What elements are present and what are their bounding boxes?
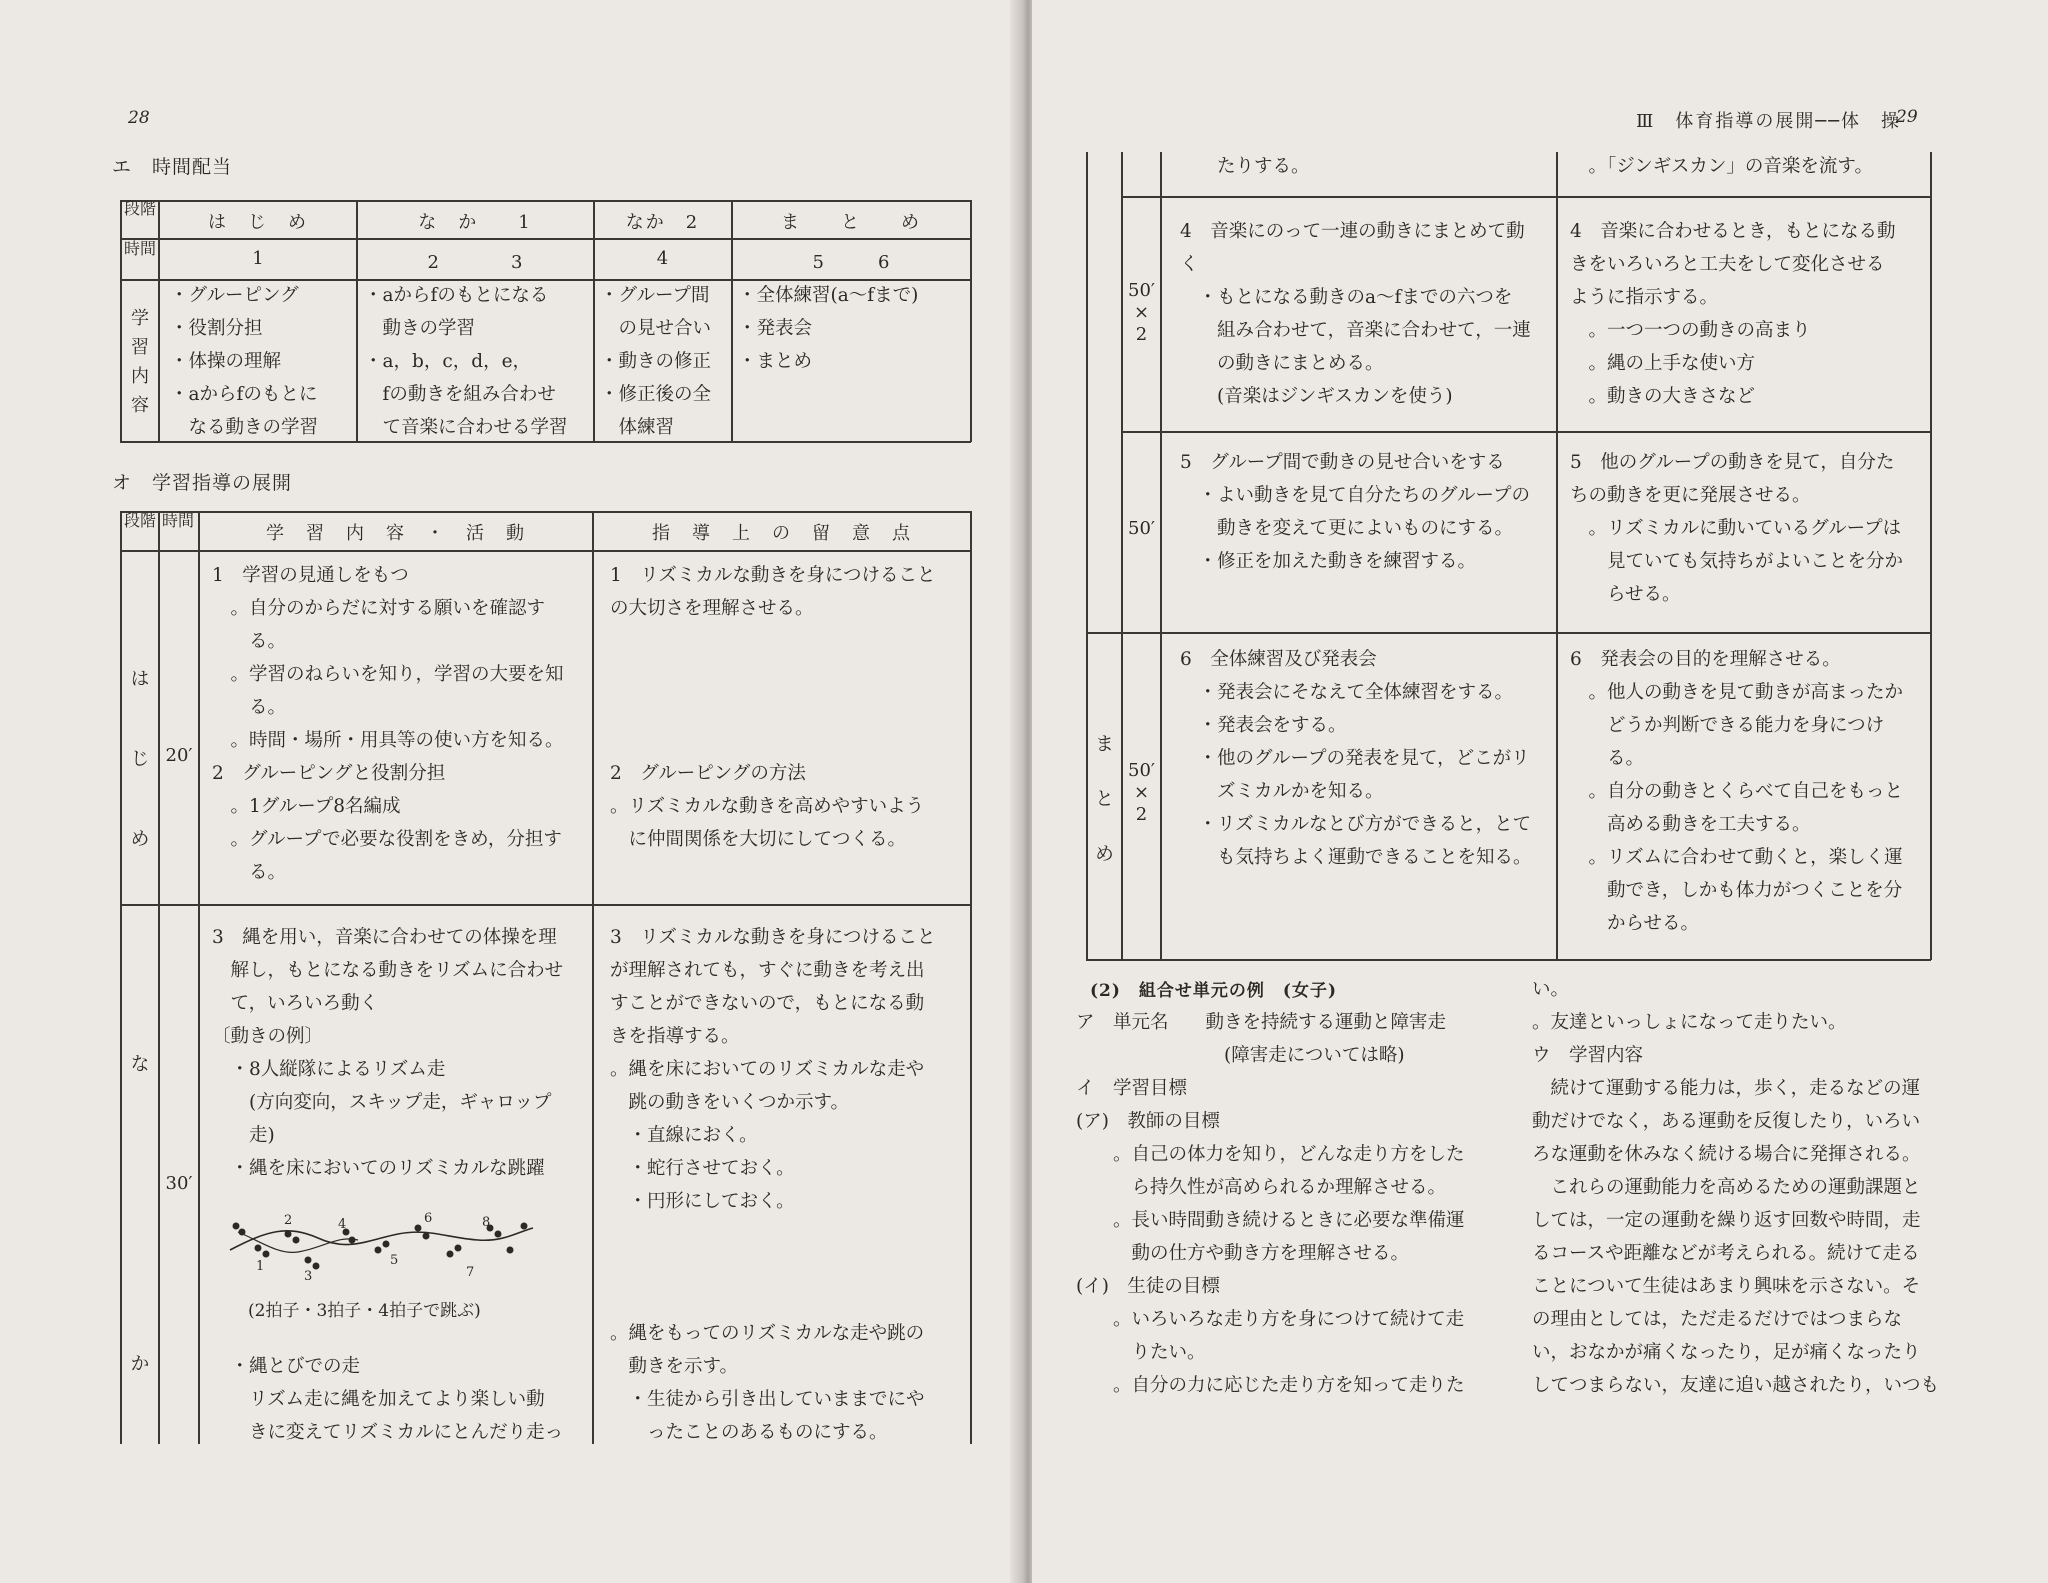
section-e-title: エ 時間配当 <box>112 156 233 178</box>
notes-naka-2: 。縄をもってのリズミカルな走や跳の 動きを示す。 ・生徒から引き出していままでにや ったことのあるものにする。 <box>610 1323 925 1443</box>
notes-hajime-1: 1 リズミカルな動きを身につけること の大切さを理解させる。 <box>610 565 936 619</box>
header-activities: 学 習 内 容 ・ 活 動 <box>266 523 526 544</box>
row-label-content: 学習内容 <box>131 308 149 416</box>
figure-label-6: 6 <box>424 1211 433 1226</box>
figure-label-4: 4 <box>338 1217 347 1232</box>
figure-label-8: 8 <box>482 1215 491 1230</box>
stage-matome: ま と め <box>781 212 921 233</box>
activities-hajime: 1 学習の見通しをもつ 。自分のからだに対する願いを確認す る。 。学習のねらいを知り，学習の大要を知 る。 。時間・場所・用具等の使い方を知る。 2 グルーピングと役割分担 。1グループ8名編成 。グループで必要な役割をきめ，分担す る。 <box>212 565 564 883</box>
stage-label-hajime: は じ め <box>130 669 150 850</box>
time-5-6: 5 6 <box>812 252 890 273</box>
time-row-6: 50′ × 2 <box>1128 760 1155 825</box>
notes-continued: 。「ジンギスカン」の音楽を流す。 <box>1570 156 1873 177</box>
figure-label-1: 1 <box>256 1259 265 1274</box>
body-column-2: い。 。友達といっしょになって走りたい。 ウ 学習内容 続けて運動する能力は，歩く，走るなどの運 動だけでなく，ある運動を反復したり，いろい ろな運動を休みなく続ける場合に発揮される。 これらの運動能力を高めるための運動課題と しては，一定の運動を繰り返す回数や時間，走 るコースや距離などが考えられる。続けて走る ことについて生徒はあまり興味を示さない。そ の理由としては，ただ走るだけではつまらな い，おなかが痛くなったり，足が痛くなったり してつまらない，友達に追い越されたり，いつも <box>1532 979 1940 1396</box>
running-header: Ⅲ 体育指導の展開──体 操 <box>1636 111 1902 132</box>
activities-continued: たりする。 <box>1180 156 1310 177</box>
figure-caption: (2拍子・3拍子・4拍子で跳ぶ) <box>248 1301 481 1321</box>
activities-row-5: 5 グループ間で動きの見せ合いをする ・よい動きを見て自分たちのグループの 動きを変えて更によいものにする。 ・修正を加えた動きを練習する。 <box>1180 452 1531 572</box>
time-2-3: 2 3 <box>427 252 523 273</box>
time-4: 4 <box>656 248 669 269</box>
figure-label-5: 5 <box>390 1253 399 1268</box>
page-number-right: 29 <box>1896 107 1918 127</box>
rhythm-jump-figure <box>228 1210 538 1284</box>
time-row-5: 50′ <box>1128 518 1155 539</box>
figure-label-7: 7 <box>466 1265 475 1280</box>
body-column-1: ア 単元名 動きを持続する運動と障害走 (障害走については略) イ 学習目標 (ア) 教師の目標 。自己の体力を知り，どんな走り方をした ら持久性が高められるか理解させる。 。長い時間動き続けるときに必要な準備運 動の仕方や動き方を理解させる。 (イ) 生徒の目標 。いろいろな走り方を身につけて続けて走 りたい。 。自分の力に応じた走り方を知って走りた <box>1076 1012 1465 1396</box>
time-hajime: 20′ <box>165 745 193 766</box>
content-col-4: ・全体練習(a～fまで) ・発表会 ・まとめ <box>738 285 919 372</box>
stage-naka-2: なか 2 <box>625 212 700 233</box>
stage-naka-1: な か 1 <box>418 212 532 233</box>
header-time: 時間 <box>161 511 194 530</box>
activities-naka-2: ・縄とびでの走 リズム走に縄を加えてより楽しい動 きに変えてリズミカルにとんだり走っ <box>212 1356 564 1443</box>
page-number-left: 28 <box>128 108 150 128</box>
section-o-title: オ 学習指導の展開 <box>112 472 293 494</box>
content-col-3: ・グループ間 の見せ合い ・動きの修正 ・修正後の全 体練習 <box>600 285 712 438</box>
notes-row-6: 6 発表会の目的を理解させる。 。他人の動きを見て動きが高まったか どうか判断できる能力を身につけ る。 。自分の動きとくらべて自己をもっと 高める動きを工夫する。 。リズムに合わせて動くと，楽しく運 動でき，しかも体力がつくことを分 からせる。 <box>1570 649 1904 934</box>
stage-label-matome: ま と め <box>1095 734 1114 865</box>
notes-row-4: 4 音楽に合わせるとき，もとになる動 きをいろいろと工夫をして変化させる ように指示する。 。一つ一つの動きの高まり 。縄の上手な使い方 。動きの大きさなど <box>1570 221 1896 407</box>
time-1: 1 <box>252 248 264 269</box>
row-label-time: 時間 <box>124 239 157 258</box>
notes-naka-1: 3 リズミカルな動きを身につけること が理解されても，すぐに動きを考え出 すことができないので，もとになる動 きを指導する。 。縄を床においてのリズミカルな走や 跳の動きをいくつか示す。 ・直線におく。 ・蛇行させておく。 ・円形にしておく。 <box>610 927 936 1212</box>
notes-hajime-2: 2 グルーピングの方法 。リズミカルな動きを高めやすいよう に仲間関係を大切にしてつくる。 <box>610 763 925 850</box>
left-page <box>0 0 1022 1583</box>
time-naka: 30′ <box>165 1173 193 1194</box>
subsection-title: (2) 組合せ単元の例 (女子) <box>1090 981 1338 1001</box>
figure-label-2: 2 <box>284 1213 293 1228</box>
notes-row-5: 5 他のグループの動きを見て，自分た ちの動きを更に発展させる。 。リズミカルに動いているグループは 見ていても気持ちがよいことを分か らせる。 <box>1570 452 1904 605</box>
header-notes: 指 導 上 の 留 意 点 <box>652 523 912 544</box>
activities-row-6: 6 全体練習及び発表会 ・発表会にそなえて全体練習をする。 ・発表会をする。 ・他のグループの発表を見て，どこがリ ズミカルかを知る。 ・リズミカルなとび方ができると，とて も気持ちよく運動できることを知る。 <box>1180 649 1532 868</box>
stage-hajime: は じ め <box>208 212 308 233</box>
right-page <box>1032 0 2048 1583</box>
activities-naka: 3 縄を用い，音楽に合わせての体操を理 解し，もとになる動きをリズムに合わせ て，いろいろ動く 〔動きの例〕 ・8人縦隊によるリズム走 (方向変向，スキップ走，ギャロップ 走) ・縄を床においてのリズミカルな跳躍 <box>212 927 564 1179</box>
figure-label-3: 3 <box>304 1269 313 1284</box>
content-col-1: ・グルーピング ・役割分担 ・体操の理解 ・aからfのもとに なる動きの学習 <box>170 285 319 438</box>
activities-row-4: 4 音楽にのって一連の動きにまとめて動 く ・もとになる動きのa～fまでの六つを 組み合わせて，音楽に合わせて，一連 の動きにまとめる。 (音楽はジンギスカンを使う) <box>1180 221 1531 407</box>
content-col-2: ・aからfのもとになる 動きの学習 ・a，b，c，d，e， fの動きを組み合わせ て音楽に合わせる学習 <box>364 285 568 438</box>
stage-label-naka: な か <box>130 1054 150 1375</box>
row-label-stage: 段階 <box>124 199 157 218</box>
time-row-4: 50′ × 2 <box>1128 280 1155 345</box>
header-stage: 段階 <box>124 511 157 530</box>
